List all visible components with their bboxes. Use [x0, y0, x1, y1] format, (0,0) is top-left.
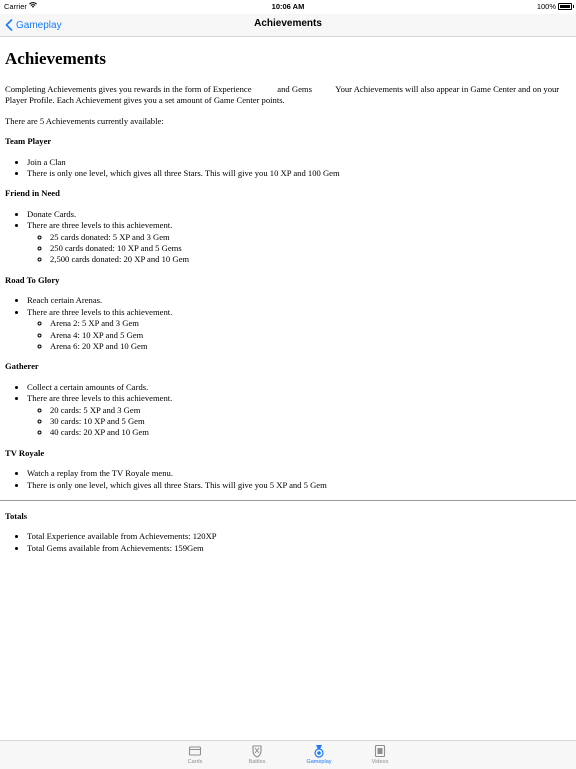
list-item: • Collect a certain amounts of Cards.	[27, 382, 571, 393]
list-item: • There is only one level, which gives all three Stars. This will give you 10 XP and 100 Gem	[27, 168, 571, 179]
carrier-label: Carrier	[4, 2, 27, 11]
list-item: • Donate Cards.	[27, 209, 571, 220]
sub-list	[27, 405, 571, 439]
section-list	[5, 157, 571, 180]
nav-title: Achievements	[254, 18, 322, 29]
status-bar	[0, 0, 576, 14]
section-list	[5, 468, 571, 491]
list-item: • Total Gems available from Achievements: 159Gem	[27, 543, 571, 554]
sub-list-item: ◦ 40 cards: 20 XP and 10 Gem	[50, 427, 571, 438]
section-title: Road To Glory	[5, 274, 60, 285]
section-title: Gatherer	[5, 361, 39, 372]
battery-percent: 100%	[536, 2, 556, 11]
navigation-bar	[0, 14, 576, 37]
totals-list	[5, 531, 571, 554]
list-item: • There are three levels to this achievement. ◦ 20 cards: 5 XP and 3 Gem ◦ 30 cards: 10 XP and 5 Gem ◦ 40 cards: 20 XP and 10 Gem	[27, 393, 571, 439]
tab-cards[interactable]	[165, 741, 225, 769]
tab-bar	[0, 740, 576, 769]
chevron-left-icon	[5, 19, 13, 31]
tab-label: Battles	[248, 759, 266, 765]
page-title: Achievements	[5, 49, 107, 68]
list-item: • There are three levels to this achievement. ◦ Arena 2: 5 XP and 3 Gem ◦ Arena 4: 10 XP and 5 Gem ◦ Arena 6: 20 XP and 10 Gem	[27, 307, 571, 353]
tab-label: Videos	[371, 759, 389, 765]
sub-list	[27, 318, 571, 352]
gameplay-icon	[312, 744, 326, 758]
sub-list-item: ◦ Arena 4: 10 XP and 5 Gem	[50, 330, 571, 341]
tab-gameplay[interactable]	[289, 741, 349, 769]
list-item: • Total Experience available from Achievements: 120XP	[27, 531, 571, 542]
sub-list-item: ◦ 20 cards: 5 XP and 3 Gem	[50, 405, 571, 416]
count-text: There are 5 Achievements currently available:	[5, 115, 164, 126]
tab-videos[interactable]	[350, 741, 410, 769]
back-button[interactable]	[5, 16, 62, 34]
sub-list-item: ◦ Arena 6: 20 XP and 10 Gem	[50, 341, 571, 352]
list-item: • Join a Clan	[27, 157, 571, 168]
sub-list-item: ◦ 2,500 cards donated: 20 XP and 10 Gem	[50, 254, 571, 265]
tab-label: Gameplay	[306, 759, 332, 765]
section-title: Friend in Need	[5, 188, 60, 199]
sub-list-item: ◦ 30 cards: 10 XP and 5 Gem	[50, 416, 571, 427]
list-item: • There are three levels to this achievement. ◦ 25 cards donated: 5 XP and 3 Gem ◦ 250 cards donated: 10 XP and 5 Gems ◦ 2,500 cards donated: 20 XP and 10 Gem	[27, 220, 571, 266]
section-title: Team Player	[5, 136, 52, 147]
battles-icon	[250, 744, 264, 758]
list-item: • There is only one level, which gives all three Stars. This will give you 5 XP and 5 Gem	[27, 480, 571, 491]
tab-label: Cards	[187, 759, 203, 765]
section-list	[5, 382, 571, 439]
totals-title: Totals	[5, 510, 28, 521]
article	[5, 48, 571, 563]
section-title: TV Royale	[5, 447, 45, 458]
sub-list-item: ◦ 25 cards donated: 5 XP and 3 Gem	[50, 232, 571, 243]
sub-list-item: ◦ 250 cards donated: 10 XP and 5 Gems	[50, 243, 571, 254]
section-list	[5, 209, 571, 266]
intro-text: Completing Achievements gives you rewards in the form of Experience and Gems Your Achievements will also appear in Game Center and on your Player Profile. Each Achievement gives you a set amount of Game Center points.	[5, 84, 562, 106]
sub-list	[27, 232, 571, 266]
sub-list-item: ◦ Arena 2: 5 XP and 3 Gem	[50, 318, 571, 329]
cards-icon	[188, 744, 202, 758]
tab-battles[interactable]	[227, 741, 287, 769]
battery-icon	[558, 3, 572, 10]
divider	[0, 500, 576, 501]
list-item: • Reach certain Arenas.	[27, 295, 571, 306]
videos-icon	[373, 744, 387, 758]
section-list	[5, 295, 571, 352]
status-time: 10:06 AM	[271, 2, 305, 11]
back-label: Gameplay	[16, 19, 62, 31]
list-item: • Watch a replay from the TV Royale menu.	[27, 468, 571, 479]
